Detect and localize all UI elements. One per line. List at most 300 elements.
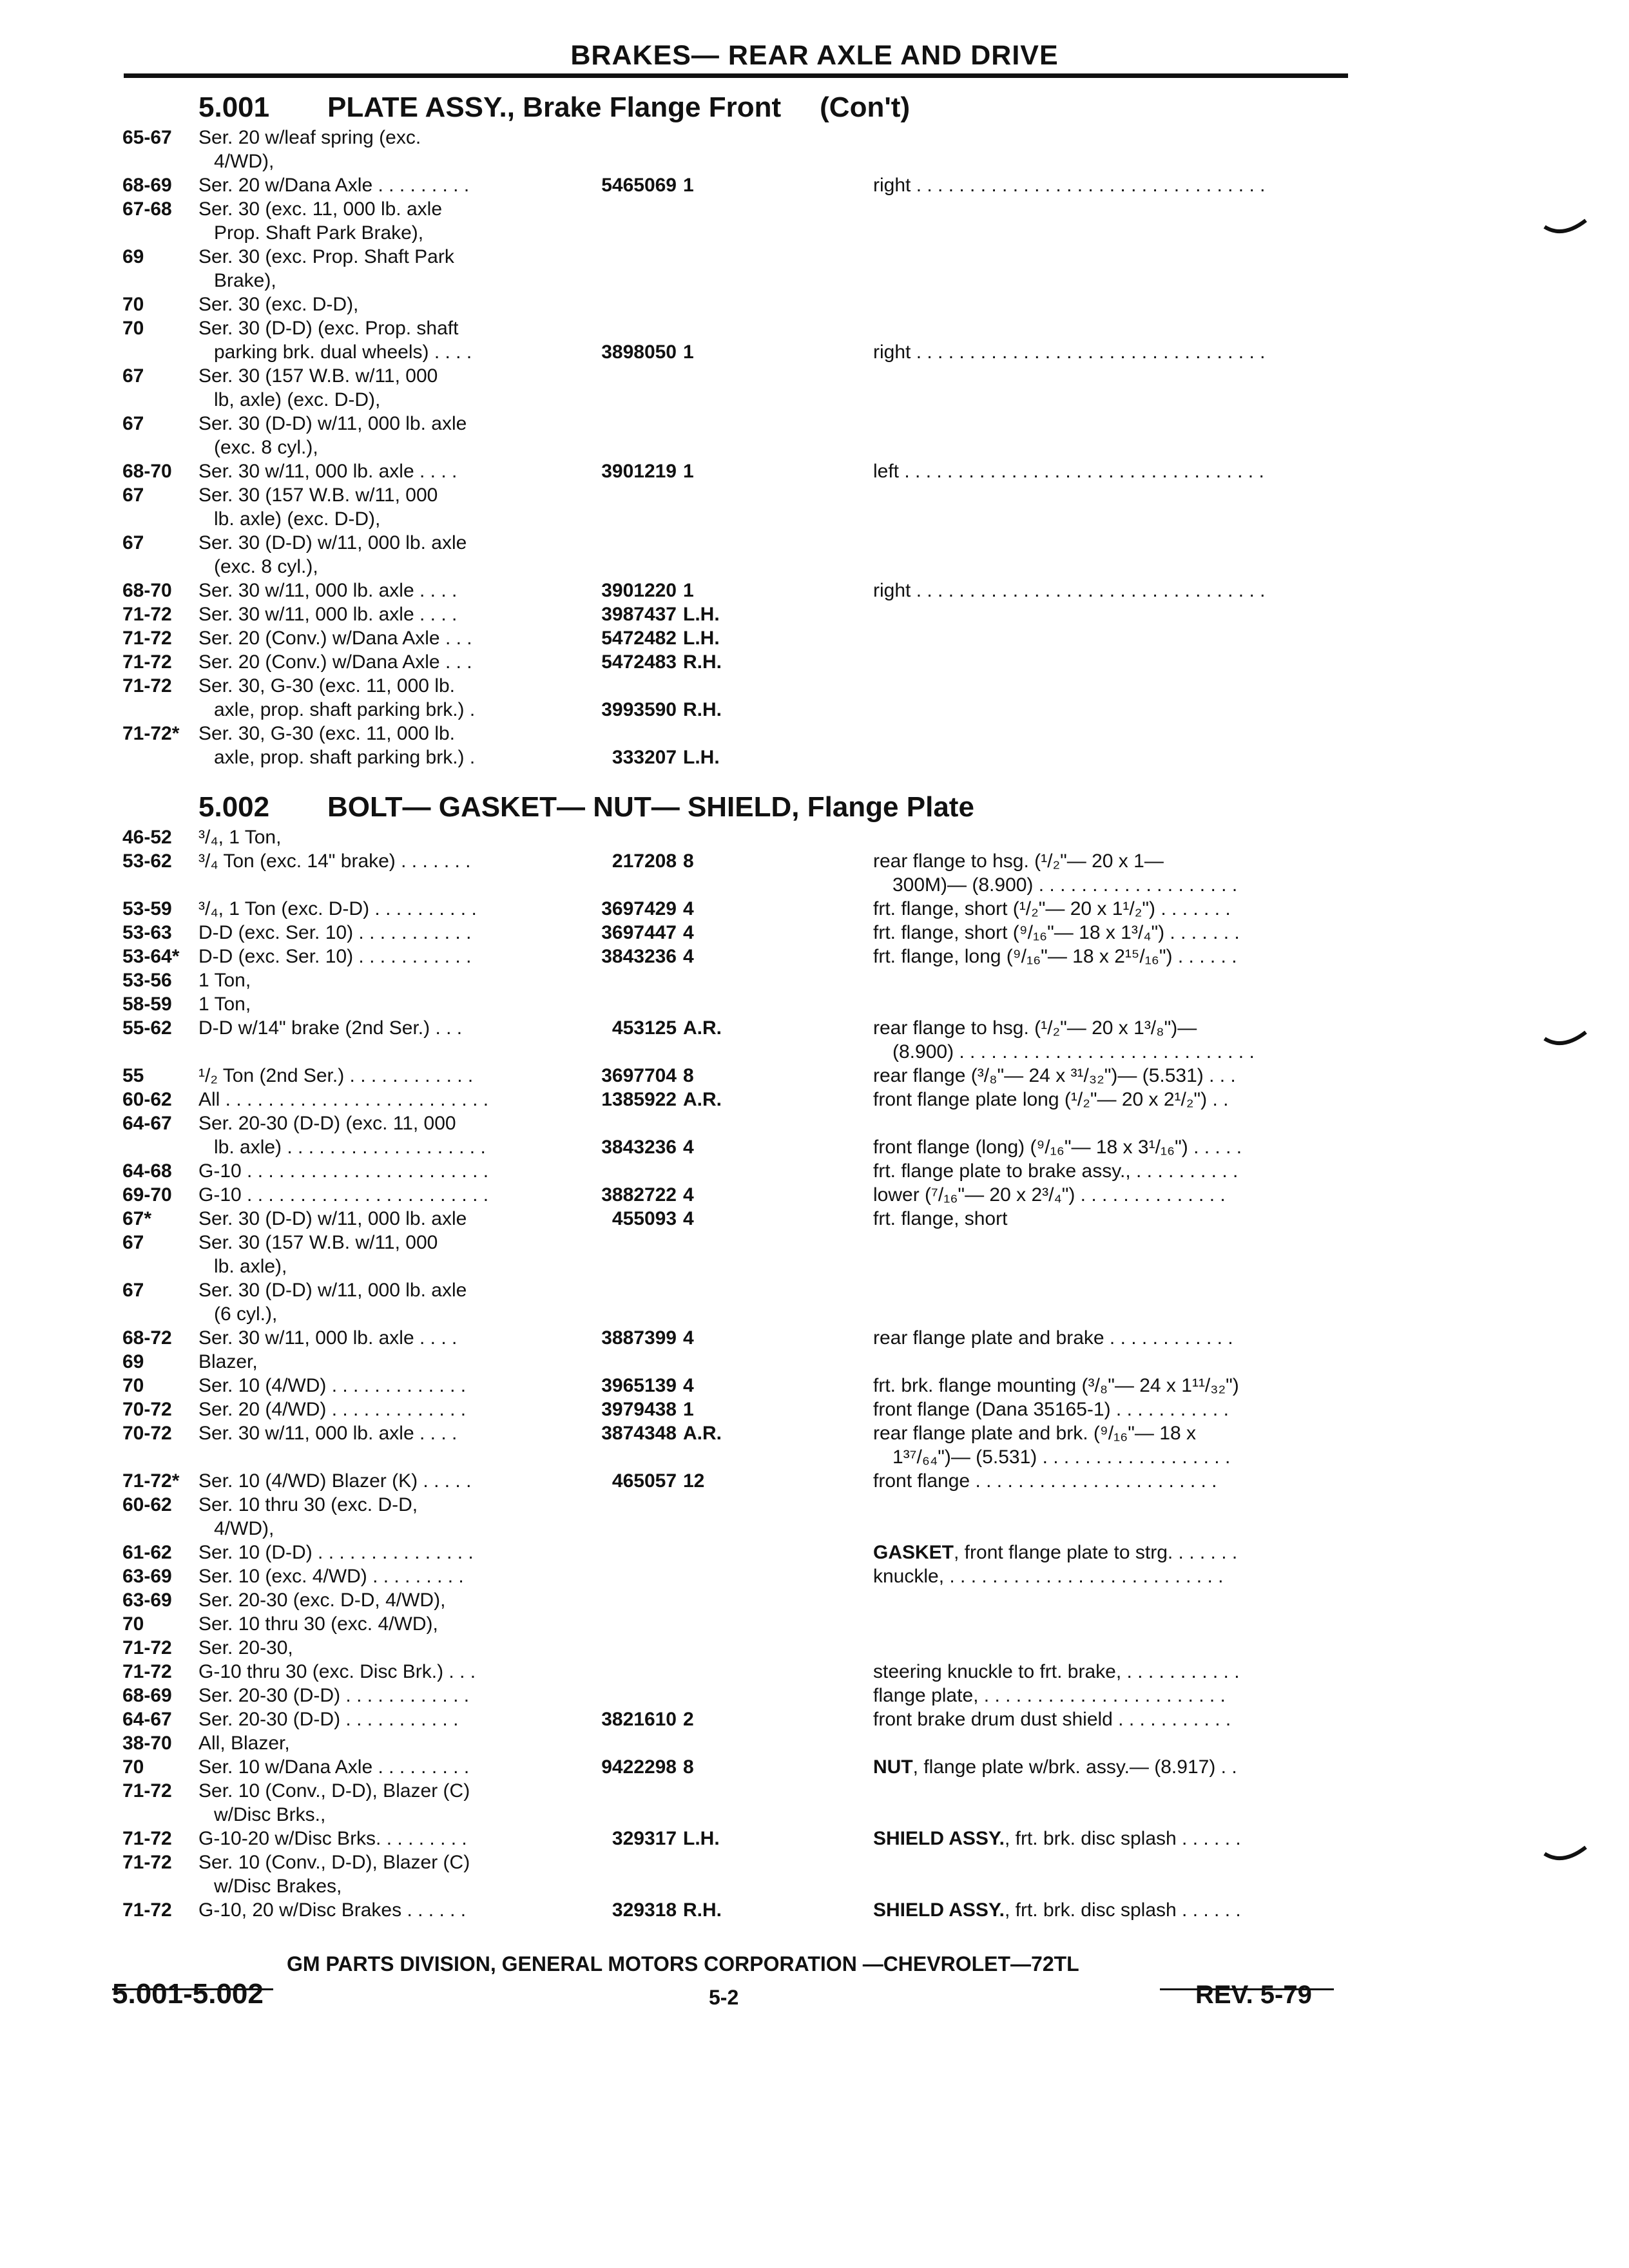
part-number: 3874348 — [601, 1423, 677, 1444]
remarks: rear flange plate and brk. (⁹/₁₆"— 18 x — [873, 1423, 1196, 1444]
table-row — [0, 269, 1629, 293]
part-number: 3993590 — [601, 699, 677, 720]
year-range: 67 — [122, 1280, 144, 1301]
part-number: 3898050 — [601, 341, 677, 363]
table-row — [0, 150, 1629, 173]
quantity: 4 — [683, 922, 694, 943]
part-number: 453125 — [612, 1017, 677, 1039]
description: G-10 . . . . . . . . . . . . . . . . . . . . . . . — [198, 1160, 489, 1182]
table-row — [0, 627, 1629, 650]
year-range: 67* — [122, 1208, 152, 1229]
remarks: rear flange (³/₈"— 24 x ³¹/₃₂")— (5.531) . . . — [873, 1065, 1236, 1086]
margin-tick-mark — [1543, 1840, 1588, 1865]
table-row — [0, 969, 1629, 992]
year-range: 71-72 — [122, 1637, 172, 1658]
table-row — [0, 1708, 1629, 1731]
description: Ser. 20-30 (D-D) (exc. 11, 000 — [198, 1113, 456, 1134]
description: Ser. 10 w/Dana Axle . . . . . . . . . — [198, 1756, 470, 1778]
description: axle, prop. shaft parking brk.) . — [214, 747, 476, 768]
year-range: 64-67 — [122, 1709, 172, 1730]
quantity: 4 — [683, 1184, 694, 1206]
table-row — [0, 1875, 1629, 1898]
year-range: 71-72 — [122, 628, 172, 649]
year-range: 53-63 — [122, 922, 172, 943]
table-row — [0, 651, 1629, 674]
table-row — [0, 675, 1629, 698]
description: G-10-20 w/Disc Brks. . . . . . . . . — [198, 1828, 467, 1849]
table-row — [0, 1780, 1629, 1803]
quantity: 8 — [683, 1756, 694, 1778]
quantity: 4 — [683, 946, 694, 967]
description: Ser. 30 (157 W.B. w/11, 000 — [198, 485, 438, 506]
table-row — [0, 993, 1629, 1016]
year-range: 53-62 — [122, 850, 172, 872]
table-row — [0, 222, 1629, 245]
year-range: 71-72 — [122, 604, 172, 625]
description: Ser. 20 (Conv.) w/Dana Axle . . . — [198, 651, 472, 673]
description: Ser. 30 (D-D) (exc. Prop. shaft — [198, 318, 459, 339]
description: G-10, 20 w/Disc Brakes . . . . . . — [198, 1899, 467, 1921]
year-range: 64-67 — [122, 1113, 172, 1134]
table-row — [0, 1660, 1629, 1684]
table-row — [0, 1303, 1629, 1326]
description: Ser. 30 (D-D) w/11, 000 lb. axle — [198, 1208, 467, 1229]
description: axle, prop. shaft parking brk.) . — [214, 699, 476, 720]
description: G-10 . . . . . . . . . . . . . . . . . . . . . . . — [198, 1184, 489, 1206]
year-range: 71-72 — [122, 1661, 172, 1682]
description: Ser. 20 (4/WD) . . . . . . . . . . . . . — [198, 1399, 467, 1420]
year-range: 71-72 — [122, 675, 172, 697]
quantity: L.H. — [683, 1828, 720, 1849]
section-heading — [198, 791, 974, 823]
year-range: 69 — [122, 246, 144, 267]
table-row — [0, 1398, 1629, 1421]
table-row — [0, 1470, 1629, 1493]
year-range: 70 — [122, 318, 144, 339]
description: ³/₄, 1 Ton, — [198, 827, 282, 848]
table-row — [0, 898, 1629, 921]
table-row — [0, 1064, 1629, 1088]
year-range: 68-70 — [122, 580, 172, 601]
description: All, Blazer, — [198, 1733, 290, 1754]
year-range: 63-69 — [122, 1590, 172, 1611]
description: All . . . . . . . . . . . . . . . . . . . . . . . . . — [198, 1089, 489, 1110]
table-row — [0, 1803, 1629, 1827]
part-number: 9422298 — [601, 1756, 677, 1778]
table-row — [0, 1565, 1629, 1588]
description: Ser. 10 thru 30 (exc. D-D, — [198, 1494, 418, 1515]
description: Ser. 30, G-30 (exc. 11, 000 lb. — [198, 675, 455, 697]
header-rule — [124, 73, 1348, 78]
remarks: frt. flange, short (⁹/₁₆"— 18 x 1³/₄") . . . . . . . — [873, 922, 1240, 943]
remarks: flange plate, . . . . . . . . . . . . . . . . . . . . . . . — [873, 1685, 1226, 1706]
description: ¹/₂ Ton (2nd Ser.) . . . . . . . . . . . . — [198, 1065, 474, 1086]
description: Ser. 30 (D-D) w/11, 000 lb. axle — [198, 1280, 467, 1301]
margin-tick-mark — [1543, 213, 1588, 238]
table-row — [0, 1589, 1629, 1612]
year-range: 70 — [122, 1756, 144, 1778]
footer-division: GM PARTS DIVISION, GENERAL MOTORS CORPORATION —CHEVROLET—72TL — [287, 1952, 1079, 1975]
table-row — [0, 174, 1629, 197]
table-row — [0, 126, 1629, 149]
quantity: 8 — [683, 850, 694, 872]
year-range: 53-59 — [122, 898, 172, 919]
description: Ser. 30 w/11, 000 lb. axle . . . . — [198, 1423, 458, 1444]
description: Ser. 30 w/11, 000 lb. axle . . . . — [198, 461, 458, 482]
year-range: 67 — [122, 485, 144, 506]
year-range: 64-68 — [122, 1160, 172, 1182]
year-range: 71-72 — [122, 651, 172, 673]
table-row — [0, 698, 1629, 722]
description: Ser. 20-30 (exc. D-D, 4/WD), — [198, 1590, 446, 1611]
table-row — [0, 921, 1629, 945]
description: Blazer, — [198, 1351, 258, 1372]
description: (exc. 8 cyl.), — [214, 437, 318, 458]
remarks: front flange (Dana 35165-1) . . . . . . . . . . . — [873, 1399, 1229, 1420]
table-row — [0, 1756, 1629, 1779]
part-number: 3979438 — [601, 1399, 677, 1420]
part-number: 5472482 — [601, 628, 677, 649]
description: Ser. 20-30, — [198, 1637, 293, 1658]
description: parking brk. dual wheels) . . . . — [214, 341, 472, 363]
table-row — [0, 508, 1629, 531]
description: ³/₄, 1 Ton (exc. D-D) . . . . . . . . . . — [198, 898, 477, 919]
year-range: 67-68 — [122, 198, 172, 220]
table-row — [0, 389, 1629, 412]
part-number: 333207 — [612, 747, 677, 768]
part-number: 5472483 — [601, 651, 677, 673]
description: Ser. 30 w/11, 000 lb. axle . . . . — [198, 604, 458, 625]
table-row — [0, 293, 1629, 316]
year-range: 71-72 — [122, 1899, 172, 1921]
description: 4/WD), — [214, 1518, 275, 1539]
quantity: L.H. — [683, 747, 720, 768]
remarks: front brake drum dust shield . . . . . . . . . . . — [873, 1709, 1231, 1730]
part-number: 217208 — [612, 850, 677, 872]
remarks: rear flange to hsg. (¹/₂"— 20 x 1³/₈")— — [873, 1017, 1197, 1039]
description: w/Disc Brks., — [214, 1804, 326, 1825]
quantity: A.R. — [683, 1089, 722, 1110]
quantity: 4 — [683, 898, 694, 919]
description: Ser. 30 (exc. Prop. Shaft Park — [198, 246, 454, 267]
quantity: L.H. — [683, 604, 720, 625]
section-continued: (Con't) — [820, 91, 911, 123]
description: 4/WD), — [214, 151, 275, 172]
part-number: 3697704 — [601, 1065, 677, 1086]
quantity: 4 — [683, 1137, 694, 1158]
description: 1 Ton, — [198, 970, 251, 991]
year-range: 58-59 — [122, 994, 172, 1015]
description: (exc. 8 cyl.), — [214, 556, 318, 577]
description: Ser. 30 (D-D) w/11, 000 lb. axle — [198, 413, 467, 434]
table-row — [0, 1350, 1629, 1374]
description: Brake), — [214, 270, 276, 291]
table-row — [0, 1494, 1629, 1517]
description: lb. axle) (exc. D-D), — [214, 508, 381, 530]
remarks: SHIELD ASSY., frt. brk. disc splash . . . . . . — [873, 1899, 1241, 1921]
year-range: 67 — [122, 532, 144, 553]
table-row — [0, 1017, 1629, 1040]
year-range: 53-56 — [122, 970, 172, 991]
table-row — [0, 874, 1629, 897]
description: Ser. 10 (exc. 4/WD) . . . . . . . . . — [198, 1566, 464, 1587]
section-heading — [198, 91, 910, 124]
part-number: 329318 — [612, 1899, 677, 1921]
remarks: frt. brk. flange mounting (³/₈"— 24 x 1¹¹/₃₂") — [873, 1375, 1239, 1396]
table-row — [0, 603, 1629, 626]
remarks: SHIELD ASSY., frt. brk. disc splash . . . . . . — [873, 1828, 1241, 1849]
table-row — [0, 1422, 1629, 1445]
table-row — [0, 1541, 1629, 1564]
table-row — [0, 532, 1629, 555]
year-range: 71-72* — [122, 1470, 180, 1492]
part-number: 1385922 — [601, 1089, 677, 1110]
description: Ser. 20 (Conv.) w/Dana Axle . . . — [198, 628, 472, 649]
year-range: 70 — [122, 294, 144, 315]
remarks: front flange plate long (¹/₂"— 20 x 2¹/₂") . . — [873, 1089, 1229, 1110]
description: Prop. Shaft Park Brake), — [214, 222, 424, 244]
year-range: 71-72 — [122, 1852, 172, 1873]
year-range: 71-72 — [122, 1828, 172, 1849]
description: D-D w/14" brake (2nd Ser.) . . . — [198, 1017, 463, 1039]
description: Ser. 10 (Conv., D-D), Blazer (C) — [198, 1852, 470, 1873]
year-range: 60-62 — [122, 1089, 172, 1110]
year-range: 65-67 — [122, 127, 172, 148]
footer-revision: REV. 5-79 — [1195, 1981, 1312, 2009]
quantity: R.H. — [683, 651, 722, 673]
remarks: 1³⁷/₆₄")— (5.531) . . . . . . . . . . . . . . . . . . — [892, 1446, 1231, 1468]
table-row — [0, 365, 1629, 388]
year-range: 60-62 — [122, 1494, 172, 1515]
description: ³/₄ Ton (exc. 14" brake) . . . . . . . — [198, 850, 471, 872]
quantity: A.R. — [683, 1423, 722, 1444]
table-row — [0, 1231, 1629, 1254]
year-range: 70-72 — [122, 1423, 172, 1444]
part-number: 3697429 — [601, 898, 677, 919]
year-range: 69 — [122, 1351, 144, 1372]
quantity: A.R. — [683, 1017, 722, 1039]
remarks: frt. flange plate to brake assy., . . . . . . . . . . — [873, 1160, 1239, 1182]
table-row — [0, 1851, 1629, 1874]
part-number: 455093 — [612, 1208, 677, 1229]
remarks: rear flange plate and brake . . . . . . . . . . . . — [873, 1327, 1233, 1349]
table-row — [0, 484, 1629, 507]
description: Ser. 20 w/leaf spring (exc. — [198, 127, 421, 148]
description: Ser. 20-30 (D-D) . . . . . . . . . . . — [198, 1709, 459, 1730]
description: w/Disc Brakes, — [214, 1876, 342, 1897]
part-number: 3965139 — [601, 1375, 677, 1396]
year-range: 67 — [122, 413, 144, 434]
part-number: 329317 — [612, 1828, 677, 1849]
remarks: knuckle, . . . . . . . . . . . . . . . . . . . . . . . . . . — [873, 1566, 1224, 1587]
description: Ser. 10 (Conv., D-D), Blazer (C) — [198, 1780, 470, 1802]
table-row — [0, 850, 1629, 873]
year-range: 70 — [122, 1613, 144, 1635]
table-row — [0, 746, 1629, 769]
margin-tick-mark — [1543, 1024, 1588, 1050]
table-row — [0, 198, 1629, 221]
remarks: NUT, flange plate w/brk. assy.— (8.917) . . — [873, 1756, 1237, 1778]
part-number: 3901220 — [601, 580, 677, 601]
year-range: 61-62 — [122, 1542, 172, 1563]
table-row — [0, 1684, 1629, 1707]
quantity: 1 — [683, 580, 694, 601]
remarks: frt. flange, long (⁹/₁₆"— 18 x 2¹⁵/₁₆") . . . . . . — [873, 946, 1237, 967]
section-number: 5.002 — [198, 791, 270, 823]
year-range: 68-72 — [122, 1327, 172, 1349]
year-range: 38-70 — [122, 1733, 172, 1754]
quantity: R.H. — [683, 1899, 722, 1921]
description: Ser. 10 thru 30 (exc. 4/WD), — [198, 1613, 438, 1635]
quantity: 2 — [683, 1709, 694, 1730]
table-row — [0, 1446, 1629, 1469]
remarks: front flange . . . . . . . . . . . . . . . . . . . . . . . — [873, 1470, 1217, 1492]
table-row — [0, 1374, 1629, 1398]
description: lb, axle) (exc. D-D), — [214, 389, 381, 410]
table-row — [0, 1732, 1629, 1755]
quantity: 1 — [683, 341, 694, 363]
description: D-D (exc. Ser. 10) . . . . . . . . . . . — [198, 946, 472, 967]
year-range: 71-72 — [122, 1780, 172, 1802]
remarks: GASKET, front flange plate to strg. . . . . . . — [873, 1542, 1238, 1563]
year-range: 70-72 — [122, 1399, 172, 1420]
table-row — [0, 555, 1629, 579]
year-range: 67 — [122, 365, 144, 387]
table-row — [0, 1184, 1629, 1207]
table-row — [0, 1112, 1629, 1135]
part-number: 3821610 — [601, 1709, 677, 1730]
description: Ser. 30 (157 W.B. w/11, 000 — [198, 365, 438, 387]
section-number: 5.001 — [198, 91, 270, 123]
year-range: 55 — [122, 1065, 144, 1086]
part-number: 3843236 — [601, 1137, 677, 1158]
description: lb. axle) . . . . . . . . . . . . . . . . . . . — [214, 1137, 486, 1158]
description: G-10 thru 30 (exc. Disc Brk.) . . . — [198, 1661, 476, 1682]
table-row — [0, 826, 1629, 849]
year-range: 71-72* — [122, 723, 180, 744]
table-row — [0, 579, 1629, 602]
table-row — [0, 341, 1629, 364]
table-row — [0, 1207, 1629, 1231]
description: Ser. 30, G-30 (exc. 11, 000 lb. — [198, 723, 455, 744]
part-number: 5465069 — [601, 175, 677, 196]
description: (6 cyl.), — [214, 1303, 278, 1325]
remarks: rear flange to hsg. (¹/₂"— 20 x 1— — [873, 850, 1164, 872]
table-row — [0, 1136, 1629, 1159]
table-row — [0, 1827, 1629, 1850]
year-range: 63-69 — [122, 1566, 172, 1587]
remarks: right . . . . . . . . . . . . . . . . . . . . . . . . . . . . . . . . . — [873, 580, 1266, 601]
year-range: 53-64* — [122, 946, 180, 967]
part-number: 3882722 — [601, 1184, 677, 1206]
page-header-title: BRAKES— REAR AXLE AND DRIVE — [570, 40, 1059, 71]
description: Ser. 30 w/11, 000 lb. axle . . . . — [198, 580, 458, 601]
description: Ser. 30 (exc. D-D), — [198, 294, 359, 315]
year-range: 69-70 — [122, 1184, 172, 1206]
remarks: 300M)— (8.900) . . . . . . . . . . . . . . . . . . . — [892, 874, 1238, 896]
table-row — [0, 1160, 1629, 1183]
table-row — [0, 436, 1629, 459]
table-row — [0, 1613, 1629, 1636]
year-range: 68-69 — [122, 1685, 172, 1706]
description: Ser. 30 w/11, 000 lb. axle . . . . — [198, 1327, 458, 1349]
table-row — [0, 245, 1629, 269]
description: Ser. 30 (exc. 11, 000 lb. axle — [198, 198, 443, 220]
footer-section-range: 5.001-5.002 — [112, 1978, 264, 2010]
table-row — [0, 945, 1629, 968]
part-number: 3901219 — [601, 461, 677, 482]
remarks: (8.900) . . . . . . . . . . . . . . . . . . . . . . . . . . . . — [892, 1041, 1255, 1062]
remarks: frt. flange, short (¹/₂"— 20 x 1¹/₂") . . . . . . . — [873, 898, 1231, 919]
section-title: PLATE ASSY., Brake Flange Front — [327, 91, 782, 123]
description: 1 Ton, — [198, 994, 251, 1015]
table-row — [0, 1517, 1629, 1541]
description: Ser. 30 (157 W.B. w/11, 000 — [198, 1232, 438, 1253]
quantity: 8 — [683, 1065, 694, 1086]
remarks: left . . . . . . . . . . . . . . . . . . . . . . . . . . . . . . . . . . — [873, 461, 1264, 482]
table-row — [0, 317, 1629, 340]
table-row — [0, 1279, 1629, 1302]
remarks: right . . . . . . . . . . . . . . . . . . . . . . . . . . . . . . . . . — [873, 175, 1266, 196]
section-title: BOLT— GASKET— NUT— SHIELD, Flange Plate — [327, 791, 974, 823]
table-row — [0, 1041, 1629, 1064]
table-row — [0, 412, 1629, 436]
year-range: 67 — [122, 1232, 144, 1253]
remarks: steering knuckle to frt. brake, . . . . . . . . . . . — [873, 1661, 1240, 1682]
quantity: 1 — [683, 175, 694, 196]
description: Ser. 30 (D-D) w/11, 000 lb. axle — [198, 532, 467, 553]
table-row — [0, 1088, 1629, 1111]
description: lb. axle), — [214, 1256, 287, 1277]
table-row — [0, 1899, 1629, 1922]
table-row — [0, 1255, 1629, 1278]
quantity: 4 — [683, 1375, 694, 1396]
table-row — [0, 1327, 1629, 1350]
quantity: 1 — [683, 1399, 694, 1420]
year-range: 68-70 — [122, 461, 172, 482]
quantity: L.H. — [683, 628, 720, 649]
remarks: right . . . . . . . . . . . . . . . . . . . . . . . . . . . . . . . . . — [873, 341, 1266, 363]
description: Ser. 10 (D-D) . . . . . . . . . . . . . . . — [198, 1542, 474, 1563]
description: Ser. 10 (4/WD) Blazer (K) . . . . . — [198, 1470, 472, 1492]
remarks: front flange (long) (⁹/₁₆"— 18 x 3¹/₁₆") . . . . . — [873, 1137, 1242, 1158]
year-range: 70 — [122, 1375, 144, 1396]
description: D-D (exc. Ser. 10) . . . . . . . . . . . — [198, 922, 472, 943]
description: Ser. 20 w/Dana Axle . . . . . . . . . — [198, 175, 470, 196]
part-number: 3843236 — [601, 946, 677, 967]
part-number: 465057 — [612, 1470, 677, 1492]
part-number: 3987437 — [601, 604, 677, 625]
part-number: 3887399 — [601, 1327, 677, 1349]
part-number: 3697447 — [601, 922, 677, 943]
quantity: 12 — [683, 1470, 705, 1492]
quantity: 4 — [683, 1208, 694, 1229]
description: Ser. 10 (4/WD) . . . . . . . . . . . . . — [198, 1375, 467, 1396]
quantity: 4 — [683, 1327, 694, 1349]
table-row — [0, 722, 1629, 745]
remarks: lower (⁷/₁₆"— 20 x 2³/₄") . . . . . . . . . . . . . . — [873, 1184, 1226, 1206]
remarks: frt. flange, short — [873, 1208, 1008, 1229]
description: Ser. 20-30 (D-D) . . . . . . . . . . . . — [198, 1685, 470, 1706]
table-row — [0, 1637, 1629, 1660]
year-range: 68-69 — [122, 175, 172, 196]
table-row — [0, 460, 1629, 483]
quantity: 1 — [683, 461, 694, 482]
year-range: 55-62 — [122, 1017, 172, 1039]
footer-page-number: 5-2 — [709, 1986, 739, 2009]
year-range: 46-52 — [122, 827, 172, 848]
quantity: R.H. — [683, 699, 722, 720]
